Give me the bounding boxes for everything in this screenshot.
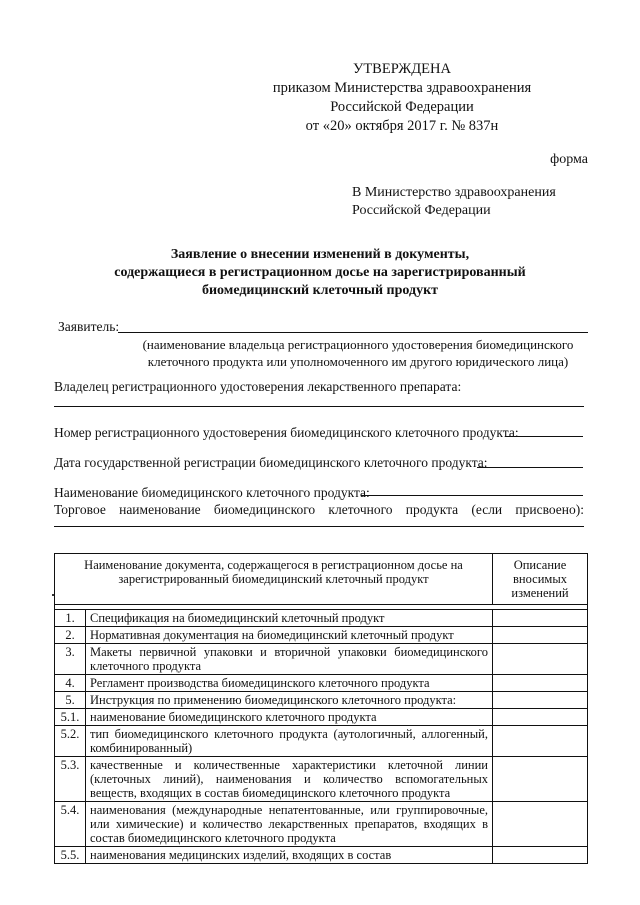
table-row <box>55 692 588 709</box>
row-document: Макеты первичной упаковки и вторичной упаковки биомедицинского клеточного продукта <box>86 644 493 675</box>
row-description-cell[interactable] <box>493 675 588 692</box>
table-row <box>55 802 588 847</box>
table-row <box>55 627 588 644</box>
addressee <box>352 184 556 220</box>
row-document: тип биомедицинского клеточного продукта (аутологичный, аллогенный, комбинированный) <box>86 726 493 757</box>
reg-date-label: Дата государственной регистрации биомедицинского клеточного продукта: <box>54 455 488 470</box>
row-number: 2. <box>55 627 86 644</box>
document-title <box>60 246 580 300</box>
trade-word: (если <box>471 502 503 517</box>
approval-country: Российской Федерации <box>330 99 474 115</box>
reg-number-label: Номер регистрационного удостоверения биомедицинского клеточного продукта: <box>54 425 519 440</box>
table-row <box>55 757 588 802</box>
row-description-cell[interactable] <box>493 644 588 675</box>
approval-date: от «20» октября 2017 г. № 837н <box>305 118 499 134</box>
row-description-cell[interactable] <box>493 802 588 847</box>
row-document: наименование биомедицинского клеточного продукта <box>86 709 493 726</box>
row-number: 1. <box>55 610 86 627</box>
table-row <box>55 675 588 692</box>
table-row <box>55 610 588 627</box>
header-description: Описание вносимых изменений <box>493 554 588 605</box>
table-row <box>55 644 588 675</box>
trade-word: присвоено): <box>515 502 584 517</box>
trade-word: наименование <box>119 502 201 517</box>
addressee-line2: Российской Федерации <box>352 203 491 218</box>
row-document: наименования медицинских изделий, входящих в состав <box>86 847 493 864</box>
row-description-cell[interactable] <box>493 627 588 644</box>
trade-word: клеточного <box>328 502 393 517</box>
row-number: 3. <box>55 644 86 675</box>
row-number: 5.5. <box>55 847 86 864</box>
row-document: наименования (международные непатентованные, или группировочные, или химические) и количество лекарственных препаратов, входящих в состав биомедицинского клеточного продукта <box>86 802 493 847</box>
trade-word: биомедицинского <box>213 502 316 517</box>
applicant-hint <box>128 336 588 370</box>
title-line2: содержащиеся в регистрационном досье на зарегистрированный <box>114 265 526 280</box>
reg-number-field[interactable] <box>505 436 583 437</box>
form-label: форма <box>550 152 588 167</box>
row-description-cell[interactable] <box>493 726 588 757</box>
title-line3: биомедицинский клеточный продукт <box>201 283 439 298</box>
row-document: Инструкция по применению биомедицинского клеточного продукта: <box>86 692 493 709</box>
trade-word: Торговое <box>54 502 106 517</box>
row-description-cell[interactable] <box>493 610 588 627</box>
trade-word: продукта <box>405 502 459 517</box>
row-description-cell[interactable] <box>493 757 588 802</box>
product-name-label: Наименование биомедицинского клеточного продукта: <box>54 485 370 500</box>
row-number: 5.4. <box>55 802 86 847</box>
holder-label: Владелец регистрационного удостоверения лекарственного препарата: <box>54 379 462 394</box>
row-description-cell[interactable] <box>493 692 588 709</box>
applicant-field[interactable] <box>118 332 588 333</box>
applicant-hint-line2: клеточного продукта или уполномоченного им другого юридического лица) <box>147 354 569 369</box>
trade-name-field[interactable] <box>54 526 584 527</box>
row-description-cell[interactable] <box>493 709 588 726</box>
approval-stamp <box>262 60 542 136</box>
row-number: 4. <box>55 675 86 692</box>
trade-name-label <box>54 502 584 518</box>
applicant-hint-line1: (наименование владельца регистрационного удостоверения биомедицинского <box>142 337 574 352</box>
row-document: Нормативная документация на биомедицинский клеточный продукт <box>86 627 493 644</box>
approval-title: УТВЕРЖДЕНА <box>353 61 451 77</box>
row-document: Регламент производства биомедицинского клеточного продукта <box>86 675 493 692</box>
header-document: Наименование документа, содержащегося в регистрационном досье на зарегистрированный биомедицинский клеточный продукт <box>55 554 493 605</box>
table-row <box>55 847 588 864</box>
holder-field[interactable] <box>54 406 584 407</box>
row-number: 5.2. <box>55 726 86 757</box>
title-line1: Заявление о внесении изменений в документы, <box>170 247 470 262</box>
table-row <box>55 709 588 726</box>
row-description-cell[interactable] <box>493 847 588 864</box>
product-name-field[interactable] <box>361 495 583 496</box>
approval-order: приказом Министерства здравоохранения <box>272 80 532 96</box>
reg-date-field[interactable] <box>477 467 583 468</box>
addressee-line1: В Министерство здравоохранения <box>352 185 556 200</box>
table-row <box>55 726 588 757</box>
row-number: 5. <box>55 692 86 709</box>
row-document: Спецификация на биомедицинский клеточный продукт <box>86 610 493 627</box>
documents-table <box>54 553 588 864</box>
table-header <box>55 554 588 605</box>
row-document: качественные и количественные характеристики клеточной линии (клеточных линий), наименования и количество вспомогательных веществ, входящих в состав биомедицинского клеточного продукта <box>86 757 493 802</box>
applicant-label: Заявитель: <box>58 319 120 334</box>
row-number: 5.3. <box>55 757 86 802</box>
row-number: 5.1. <box>55 709 86 726</box>
